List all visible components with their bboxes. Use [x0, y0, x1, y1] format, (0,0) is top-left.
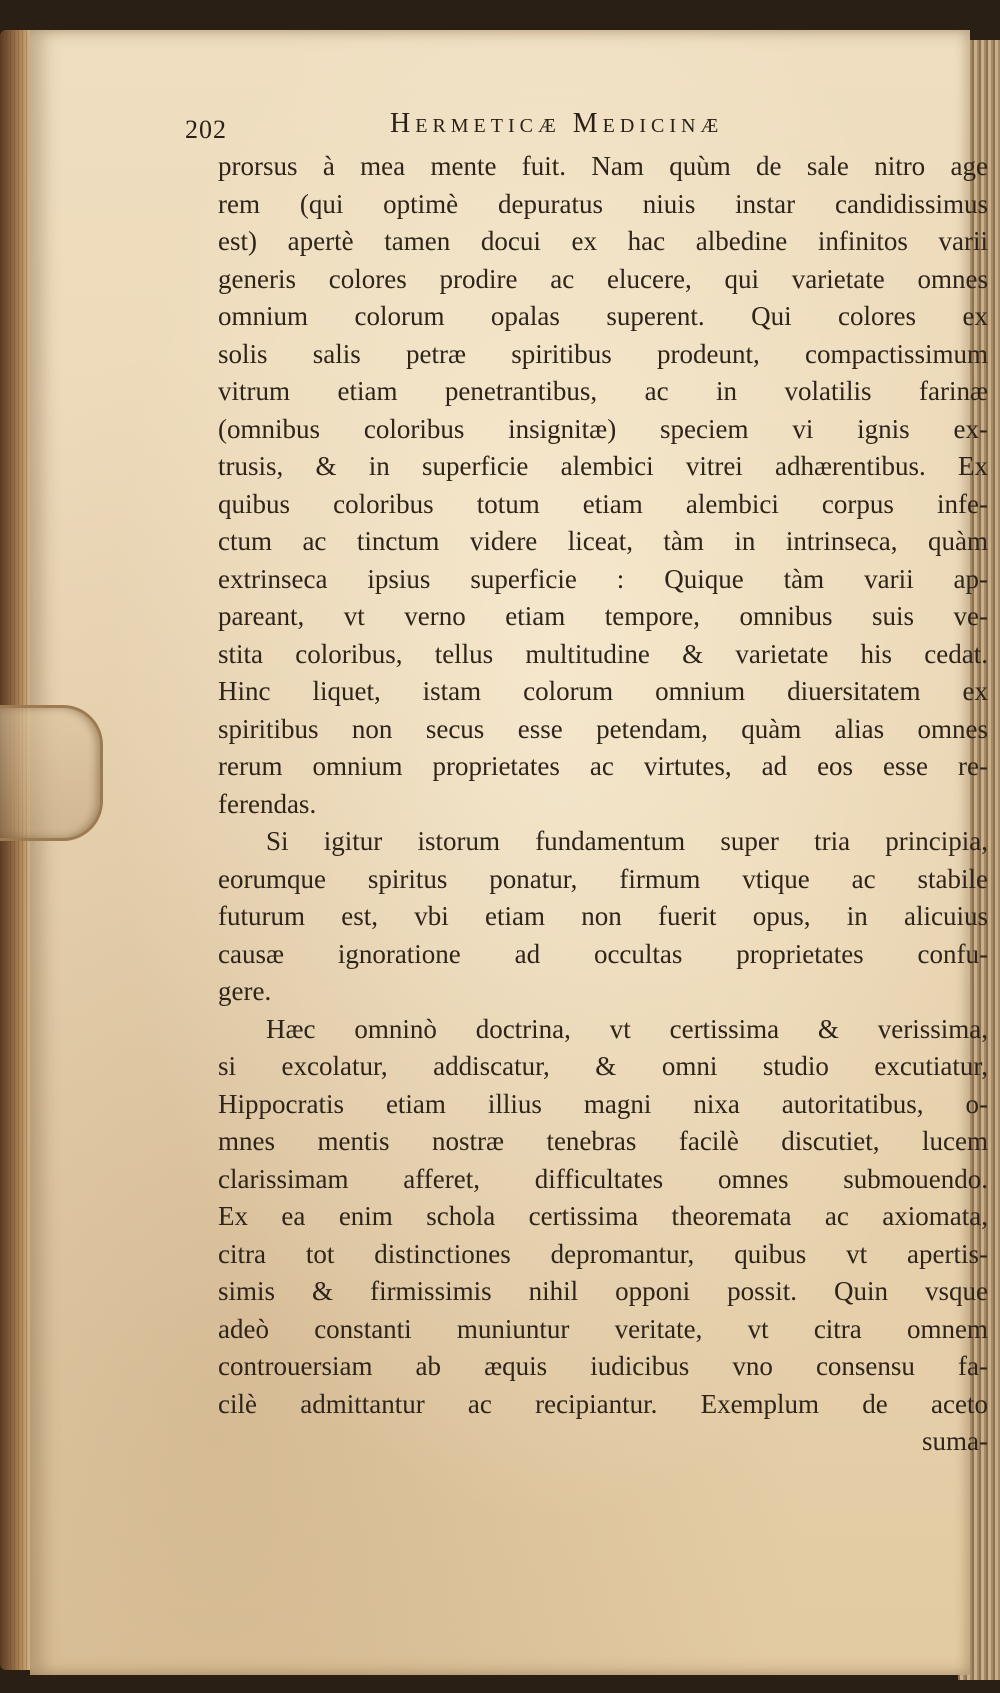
text-line: solis salis petræ spiritibus prodeunt, compactissimum — [218, 338, 988, 369]
page-number: 202 — [185, 115, 227, 144]
text-line: extrinseca ipsius superficie : Quique tàm varii ap- — [218, 563, 988, 594]
book-clasp — [0, 705, 103, 841]
text-line: prorsus à mea mente fuit. Nam quùm de sale nitro age — [218, 151, 988, 181]
text-line: eorumque spiritus ponatur, firmum vtique ac stabile — [218, 863, 988, 894]
text-line: causæ ignoratione ad occultas proprietates confu- — [218, 938, 988, 969]
text-line: ferendas. — [218, 788, 317, 819]
text-line: citra tot distinctiones depromantur, quibus vt apertis- — [218, 1238, 988, 1269]
text-line: Ex ea enim schola certissima theoremata ac axiomata, — [218, 1201, 988, 1231]
text-line: Hinc liquet, istam colorum omnium diuersitatem ex — [218, 676, 988, 706]
text-line: pareant, vt verno etiam tempore, omnibus suis ve- — [218, 601, 988, 631]
text-line: mnes mentis nostræ tenebras facilè discutiet, lucem — [218, 1126, 988, 1156]
catchword: suma- — [922, 1426, 988, 1456]
running-head: Hermeticæ Medicinæ — [390, 108, 724, 139]
text-line: adeò constanti muniuntur veritate, vt citra omnem — [218, 1313, 988, 1344]
text-line: ctum ac tinctum videre liceat, tàm in intrinseca, quàm — [218, 526, 988, 556]
text-line: omnium colorum opalas superent. Qui colores ex — [218, 301, 988, 331]
book-page — [30, 30, 988, 1675]
text-line: Hæc omninò doctrina, vt certissima & verissima, — [266, 1013, 988, 1044]
text-line: stita coloribus, tellus multitudine & varietate his cedat. — [218, 638, 988, 669]
text-line: rerum omnium proprietates ac virtutes, ad eos esse re- — [218, 751, 988, 781]
text-line: quibus coloribus totum etiam alembici corpus infe- — [218, 488, 988, 519]
text-line: trusis, & in superficie alembici vitrei adhærentibus. Ex — [218, 451, 988, 481]
text-line: si excolatur, addiscatur, & omni studio excutiatur, — [218, 1051, 988, 1081]
text-line: est) apertè tamen docui ex hac albedine infinitos varii — [218, 226, 988, 256]
body-text — [218, 148, 988, 1461]
text-line: generis colores prodire ac elucere, qui varietate omnes — [218, 263, 988, 294]
text-line: vitrum etiam penetrantibus, ac in volatilis farinæ — [218, 376, 988, 406]
text-line: spiritibus non secus esse petendam, quàm alias omnes — [218, 713, 988, 744]
text-line: clarissimam afferet, difficultates omnes submouendo. — [218, 1163, 988, 1194]
text-line: simis & firmissimis nihil opponi possit. Quin vsque — [218, 1276, 988, 1306]
text-line: cilè admittantur ac recipiantur. Exemplum de aceto — [218, 1388, 988, 1419]
text-line: (omnibus coloribus insignitæ) speciem vi ignis ex- — [218, 413, 988, 444]
text-line: Si igitur istorum fundamentum super tria principia, — [266, 826, 988, 856]
text-line: Hippocratis etiam illius magni nixa autoritatibus, o- — [218, 1088, 988, 1119]
text-line: rem (qui optimè depuratus niuis instar candidissimus — [218, 188, 988, 219]
text-line: controuersiam ab æquis iudicibus vno consensu fa- — [218, 1351, 988, 1381]
text-line: futurum est, vbi etiam non fuerit opus, in alicuius — [218, 901, 988, 931]
text-line: gere. — [218, 976, 272, 1006]
